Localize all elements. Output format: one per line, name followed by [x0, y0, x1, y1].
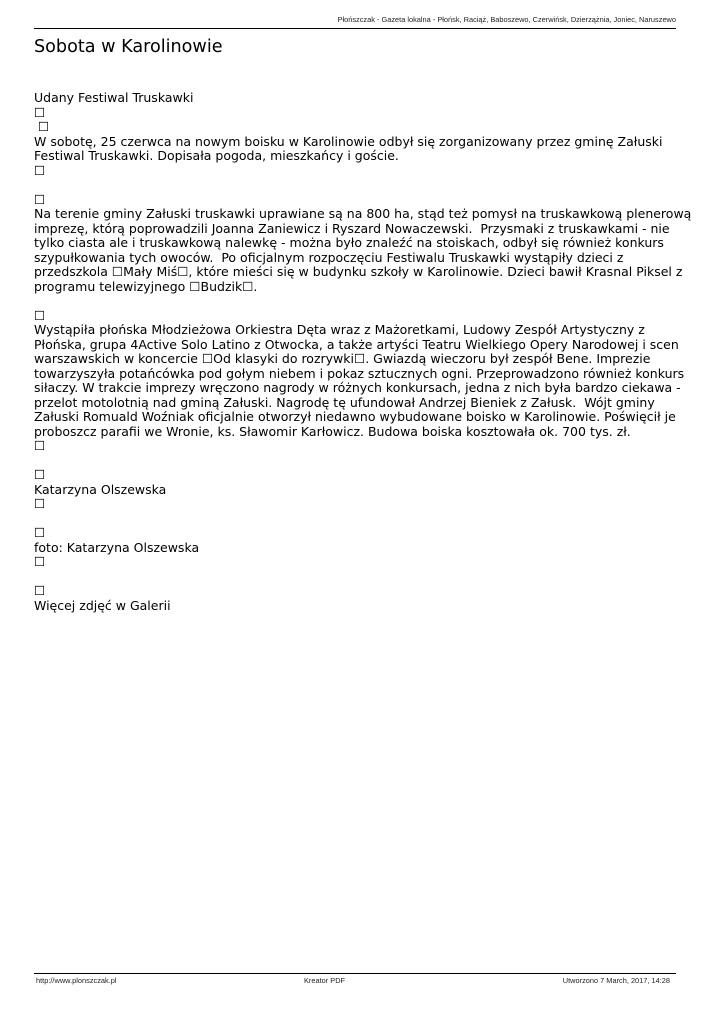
paragraph-line: Festiwal Truskawki. Dopisała pogoda, mieszkańcy i goście.: [34, 148, 399, 163]
paragraph-line: warszawskich w koncercie ☐Od klasyki do rozrywki☐. Gwiazdą wieczoru był zespół Bene. Imprezie: [34, 351, 651, 366]
article-title: Sobota w Karolinowie: [34, 37, 223, 57]
paragraph-line: proboszcz parafii we Wronie, ks. Sławomir Karłowicz. Budowa boiska kosztowała ok. 700 tys. zł.: [34, 423, 631, 439]
placeholder-glyph: ☐: [34, 104, 46, 120]
placeholder-glyph: ☐: [34, 554, 46, 569]
blank-line: [34, 570, 684, 585]
placeholder-glyph: ☐: [34, 496, 46, 511]
paragraph-line: tylko ciasta ale i truskawkową nalewkę - można było znaleźć na stoiskach, odbył się również konkurs: [34, 235, 664, 250]
footer-created-date: Utworzono 7 March, 2017, 14:28: [562, 976, 670, 985]
page-header: Płońszczak - Gazeta lokalna - Płońsk, Raciąż, Baboszewo, Czerwińsk, Dzierzążnia, Joniec, Naruszewo: [337, 15, 676, 24]
header-divider: [34, 28, 676, 29]
placeholder-glyph: ☐: [34, 119, 50, 134]
paragraph-line: Na terenie gminy Załuski truskawki uprawiane są na 800 ha, stąd też pomysł na truskawkową plenerową: [34, 206, 692, 221]
paragraph-line: W sobotę, 25 czerwca na nowym boisku w Karolinowie odbył się zorganizowany przez gminę Załuski: [34, 133, 663, 149]
placeholder-glyph: ☐: [34, 307, 46, 323]
paragraph-line: siłaczy. W trakcie imprezy wręczono nagrody w różnych konkursach, jedna z nich była bardzo ciekawa -: [34, 380, 681, 395]
paragraph-line: Wystąpiła płońska Młodzieżowa Orkiestra Dęta wraz z Mażoretkami, Ludowy Zespół Artystyczny z: [34, 322, 645, 337]
paragraph-line: imprezę, którą poprowadzili Joanna Zaniewicz i Ryszard Nowaczewski. Przysmaki z truskawkami - nie: [34, 220, 670, 236]
paragraph-line: programu telewizyjnego ☐Budzik☐.: [34, 278, 258, 294]
paragraph-line: szypułkowania tych owoców. Po oficjalnym rozpoczęciu Festiwalu Truskawki wystąpiły dzieci z: [34, 249, 624, 265]
placeholder-glyph: ☐: [34, 583, 46, 598]
footer-generator: Kreator PDF: [304, 976, 346, 985]
placeholder-glyph: ☐: [34, 191, 46, 207]
blank-line: [34, 454, 684, 469]
footer-url: http://www.plonszczak.pl: [36, 976, 117, 985]
placeholder-glyph: ☐: [34, 525, 46, 540]
placeholder-glyph: ☐: [34, 438, 46, 453]
author-name: Katarzyna Olszewska: [34, 481, 167, 497]
article-subtitle: Udany Festiwal Truskawki: [34, 90, 194, 105]
paragraph-line: towarzyszyła potańcówka pod gołym niebem i pokaz sztucznych ogni. Przeprowadzono również konkurs: [34, 365, 685, 381]
paragraph-line: Płońska, grupa 4Active Solo Latino z Otwocka, a także artyści Teatru Wielkiego Opery Narodowej i scen: [34, 336, 679, 352]
blank-line: [34, 512, 684, 527]
article-body: [34, 90, 692, 613]
paragraph-line: Załuski Romuald Woźniak oficjalnie otworzył niedawno wybudowane boisko w Karolinowie. Poświęcił je: [34, 409, 676, 424]
page-footer: [34, 976, 676, 986]
placeholder-glyph: ☐: [34, 162, 46, 178]
paragraph-line: przedszkola ☐Mały Miś☐, które mieści się w budynku szkoły w Karolinowie. Dzieci bawił Krasnal Piksel z: [34, 264, 683, 279]
gallery-link-text: Więcej zdjęć w Galerii: [34, 597, 171, 613]
blank-line: [34, 178, 684, 193]
placeholder-glyph: ☐: [34, 467, 46, 482]
blank-line: [34, 294, 684, 309]
photo-credit: foto: Katarzyna Olszewska: [34, 539, 200, 555]
footer-divider: [34, 973, 676, 974]
paragraph-line: przelot motolotnią nad gminą Załuski. Nagrodę tę ufundował Andrzej Bieniek z Załusk. Wójt gminy: [34, 394, 655, 410]
